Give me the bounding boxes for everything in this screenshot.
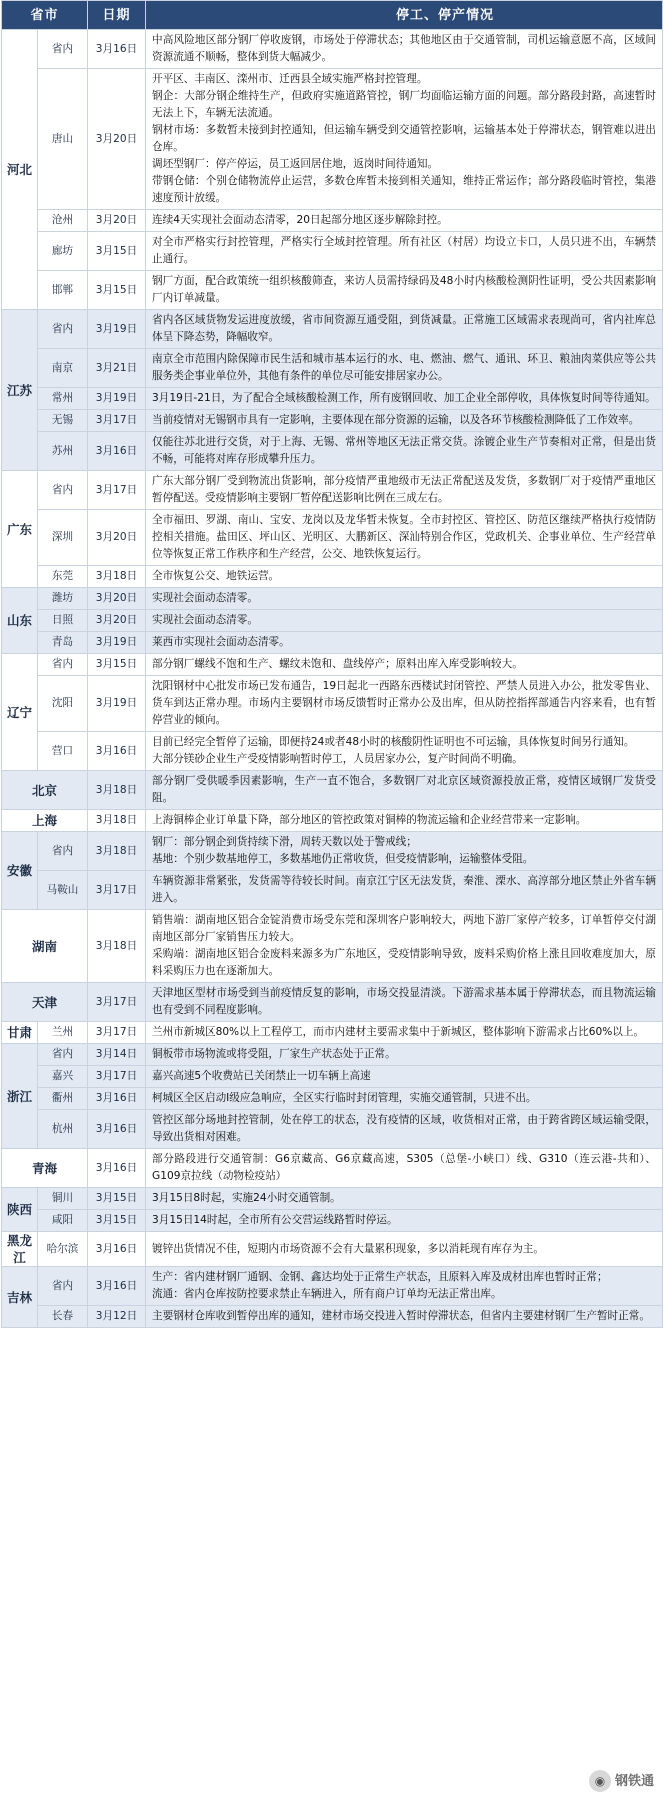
table-row [2, 1306, 663, 1328]
city-cell: 省内 [38, 1267, 88, 1306]
province-cell: 浙江 [2, 1044, 38, 1149]
wechat-logo-icon: ◉ [589, 1770, 611, 1792]
status-line: 南京全市范围内除保障市民生活和城市基本运行的水、电、燃油、燃气、通讯、环卫、粮油肉菜供应等公共服务类企事业单位外，其他有条件的单位尽可能安排居家办公。 [152, 353, 656, 382]
status-line: 仅能往苏北进行交货，对于上海、无锡、常州等地区无法正常交货。涂镀企业生产节奏相对正常，但是出货不畅，可能将对库存形成攀升压力。 [152, 436, 656, 465]
status-cell [146, 1066, 663, 1088]
table-row [2, 1210, 663, 1232]
table-row [2, 1188, 663, 1210]
province-cell: 黑龙江 [2, 1232, 38, 1267]
status-cell [146, 410, 663, 432]
city-cell: 长春 [38, 1306, 88, 1328]
city-cell: 省内 [38, 30, 88, 69]
province-cell: 北京 [2, 771, 88, 810]
status-line: 沈阳钢材中心批发市场已发布通告，19日起北一西路东西楼试封闭管控、严禁人员进入办公，批发零售业、货车到达正常办理。市场内主要钢材市场反馈暂时正常办公及出库，但从防控指挥部通告内容来看，也有暂停营业的倾向。 [152, 680, 656, 726]
date-cell: 3月19日 [88, 632, 146, 654]
city-cell: 省内 [38, 832, 88, 871]
province-cell: 天津 [2, 983, 88, 1022]
watermark [589, 1770, 654, 1793]
status-line: 销售端：湖南地区铝合金锭消费市场受东莞和深圳客户影响较大，两地下游厂家停产较多，订单暂停交付湖南地区部分厂家销售压力较大。 [152, 914, 656, 943]
status-line: 3月15日8时起，实施24小时交通管制。 [152, 1192, 341, 1204]
province-cell: 上海 [2, 810, 88, 832]
status-line: 莱西市实现社会面动态清零。 [152, 636, 290, 648]
date-cell: 3月15日 [88, 271, 146, 310]
table-row [2, 471, 663, 510]
status-line: 部分钢厂受供暖季因素影响，生产一直不饱合，多数钢厂对北京区域资源投放正常，疫情区域钢厂发货受阻。 [152, 775, 656, 804]
city-cell: 省内 [38, 310, 88, 349]
date-cell: 3月18日 [88, 566, 146, 588]
table-row [2, 566, 663, 588]
date-cell: 3月16日 [88, 1149, 146, 1188]
table-row [2, 310, 663, 349]
city-cell: 苏州 [38, 432, 88, 471]
city-cell: 日照 [38, 610, 88, 632]
status-cell [146, 232, 663, 271]
status-line: 3月19日-21日，为了配合全域核酸检测工作，所有废钢回收、加工企业全部停收，具体恢复时间等待通知。 [152, 392, 656, 404]
status-line: 管控区部分场地封控管制，处在停工的状态，没有疫情的区域，收货相对正常，由于跨省跨区域运输受限，导致出货相对困难。 [152, 1114, 656, 1143]
status-line: 中高风险地区部分钢厂停收废钢，市场处于停滞状态；其他地区由于交通管制，司机运输意愿不高，区域间资源流通不顺畅，整体到货大幅减少。 [152, 34, 656, 63]
status-line: 大部分镁砂企业生产受疫情影响暂时停工，人员居家办公，复产时间尚不明确。 [152, 753, 523, 765]
city-cell: 常州 [38, 388, 88, 410]
city-cell: 沧州 [38, 210, 88, 232]
status-cell [146, 771, 663, 810]
date-cell: 3月15日 [88, 1188, 146, 1210]
status-line: 上海铜棒企业订单量下降，部分地区的管控政策对铜棒的物流运输和企业经营带来一定影响。 [152, 814, 587, 826]
date-cell: 3月20日 [88, 210, 146, 232]
status-cell [146, 810, 663, 832]
province-cell: 陕西 [2, 1188, 38, 1232]
date-cell: 3月17日 [88, 410, 146, 432]
status-line: 基地：个别少数基地停工，多数基地仍正常收货，但受疫情影响，运输整体受阻。 [152, 853, 534, 865]
status-cell [146, 510, 663, 566]
table-row [2, 232, 663, 271]
status-line: 省内各区域货物发运进度放缓，省市间资源互通受阻，到货减量。正常施工区域需求表现尚可，省内社库总体呈下降态势，降幅收窄。 [152, 314, 656, 343]
table-row [2, 1232, 663, 1267]
date-cell: 3月17日 [88, 983, 146, 1022]
date-cell: 3月18日 [88, 910, 146, 983]
status-line: 流通：省内仓库按防控要求禁止车辆进入，所有商户订单均无法正常出库。 [152, 1288, 502, 1300]
status-line: 生产：省内建材钢厂通钢、金钢、鑫达均处于正常生产状态，且原料入库及成材出库也暂时正常； [152, 1271, 608, 1283]
city-cell: 铜川 [38, 1188, 88, 1210]
status-cell [146, 210, 663, 232]
status-line: 柯城区全区启动Ⅰ级应急响应，全区实行临时封闭管理，实施交通管制，只进不出。 [152, 1092, 537, 1104]
table-row [2, 1066, 663, 1088]
table-row [2, 432, 663, 471]
status-line: 实现社会面动态清零。 [152, 614, 258, 626]
status-line: 主要钢材仓库收到暂停出库的通知，建材市场交投进入暂时停滞状态，但省内主要建材钢厂生产暂时正常。 [152, 1310, 650, 1322]
table-row [2, 810, 663, 832]
city-cell: 嘉兴 [38, 1066, 88, 1088]
date-cell: 3月19日 [88, 676, 146, 732]
status-line: 镀锌出货情况不佳，短期内市场资源不会有大量累积现象，多以消耗现有库存为主。 [152, 1242, 544, 1255]
status-cell [146, 349, 663, 388]
date-cell: 3月16日 [88, 1088, 146, 1110]
status-cell [146, 871, 663, 910]
city-cell: 省内 [38, 471, 88, 510]
table-row [2, 210, 663, 232]
city-cell: 廊坊 [38, 232, 88, 271]
status-cell [146, 632, 663, 654]
city-cell: 兰州 [38, 1022, 88, 1044]
table-row [2, 510, 663, 566]
status-cell [146, 1210, 663, 1232]
status-cell [146, 1110, 663, 1149]
date-cell: 3月20日 [88, 610, 146, 632]
status-cell [146, 654, 663, 676]
province-cell: 辽宁 [2, 654, 38, 771]
city-cell: 潍坊 [38, 588, 88, 610]
table-row [2, 388, 663, 410]
status-line: 钢厂方面，配合政策统一组织核酸筛查，来访人员需持绿码及48小时内核酸检测阴性证明，受公共因素影响厂内订单减量。 [152, 275, 656, 304]
status-line: 开平区、丰南区、滦州市、迁西县全域实施严格封控管理。 [152, 73, 428, 85]
status-cell [146, 388, 663, 410]
status-cell [146, 1188, 663, 1210]
date-cell: 3月17日 [88, 1022, 146, 1044]
table-row [2, 676, 663, 732]
status-cell [146, 1306, 663, 1328]
status-line: 铜板带市场物流或将受阻，厂家生产状态处于正常。 [152, 1048, 396, 1060]
status-line: 钢厂：部分钢企到货持续下滑，周转天数以处于警戒线； [152, 836, 417, 848]
table-row [2, 771, 663, 810]
date-cell: 3月14日 [88, 1044, 146, 1066]
status-cell [146, 471, 663, 510]
status-cell [146, 983, 663, 1022]
table-row [2, 1110, 663, 1149]
city-cell: 营口 [38, 732, 88, 771]
date-cell: 3月17日 [88, 1066, 146, 1088]
date-cell: 3月16日 [88, 1110, 146, 1149]
status-cell [146, 610, 663, 632]
status-line: 钢企：大部分钢企维持生产，但政府实施道路管控，钢厂均面临运输方面的问题。部分路段封路，高速暂时无法上下，车辆无法流通。 [152, 90, 656, 119]
date-cell: 3月20日 [88, 510, 146, 566]
status-cell [146, 1088, 663, 1110]
city-cell: 青岛 [38, 632, 88, 654]
province-cell: 甘肃 [2, 1022, 38, 1044]
status-cell [146, 310, 663, 349]
status-line: 采购端：湖南地区铝合金废料来源多为广东地区，受疫情影响导致，废料采购价格上涨且回收难度加大，原料采购压力也在逐渐加大。 [152, 948, 656, 977]
city-cell: 无锡 [38, 410, 88, 432]
table-row [2, 910, 663, 983]
date-cell: 3月16日 [88, 30, 146, 69]
status-line: 部分钢厂螺线不饱和生产、螺纹未饱和、盘线停产；原料出库入库受影响较大。 [152, 658, 523, 670]
header-province: 省市 [2, 1, 88, 30]
status-cell [146, 1149, 663, 1188]
status-cell [146, 30, 663, 69]
date-cell: 3月21日 [88, 349, 146, 388]
table-row [2, 410, 663, 432]
status-cell [146, 1267, 663, 1306]
status-cell [146, 1044, 663, 1066]
status-cell [146, 1022, 663, 1044]
status-line: 调坯型钢厂：停产停运，员工返回居住地，返岗时间待通知。 [152, 158, 439, 170]
status-line: 广东大部分钢厂受到物流出货影响，部分疫情严重地级市无法正常配送及发货，多数钢厂对于疫情严重地区暂停配送。受疫情影响主要钢厂暂停配送影响比例在三成左右。 [152, 475, 656, 504]
watermark-text: 钢铁通 [614, 1773, 654, 1789]
province-cell: 吉林 [2, 1267, 38, 1328]
table-row [2, 610, 663, 632]
status-line: 目前已经完全暂停了运输，即便持24或者48小时的核酸阴性证明也不可运输，具体恢复时间另行通知。 [152, 736, 635, 748]
date-cell: 3月18日 [88, 810, 146, 832]
date-cell: 3月17日 [88, 871, 146, 910]
status-line: 兰州市新城区80%以上工程停工，而市内建材主要需求集中于新城区，整体影响下游需求占比60%以上。 [152, 1026, 645, 1038]
table-row [2, 632, 663, 654]
status-cell [146, 910, 663, 983]
header-status: 停工、停产情况 [146, 1, 663, 30]
status-line: 连续4天实现社会面动态清零，20日起部分地区逐步解除封控。 [152, 214, 448, 226]
date-cell: 3月16日 [88, 732, 146, 771]
header-date: 日期 [88, 1, 146, 30]
status-line: 实现社会面动态清零。 [152, 592, 258, 604]
date-cell: 3月18日 [88, 832, 146, 871]
table-row [2, 69, 663, 210]
province-cell: 江苏 [2, 310, 38, 471]
date-cell: 3月15日 [88, 654, 146, 676]
status-line: 天津地区型材市场受到当前疫情反复的影响，市场交投显清淡。下游需求基本属于停滞状态，而且物流运输也有受到不同程度影响。 [152, 987, 656, 1016]
status-cell [146, 69, 663, 210]
table-row [2, 1044, 663, 1066]
table-row [2, 588, 663, 610]
province-cell: 山东 [2, 588, 38, 654]
table-row [2, 1022, 663, 1044]
status-line: 当前疫情对无锡钢市具有一定影响，主要体现在部分资源的运输，以及各环节核酸检测降低了工作效率。 [152, 414, 640, 426]
date-cell: 3月16日 [88, 1267, 146, 1306]
city-cell: 衢州 [38, 1088, 88, 1110]
city-cell: 南京 [38, 349, 88, 388]
date-cell: 3月19日 [88, 310, 146, 349]
date-cell: 3月16日 [88, 1232, 146, 1267]
city-cell: 沈阳 [38, 676, 88, 732]
status-line: 带钢仓储：个别仓储物流停止运营，多数仓库暂未接到相关通知，维持正常运作；部分路段临时管控，集港速度预计放缓。 [152, 175, 656, 204]
date-cell: 3月16日 [88, 432, 146, 471]
table-row [2, 1088, 663, 1110]
city-cell: 咸阳 [38, 1210, 88, 1232]
table-body [2, 30, 663, 1328]
province-cell: 安徽 [2, 832, 38, 910]
table-row [2, 983, 663, 1022]
status-cell [146, 566, 663, 588]
date-cell: 3月20日 [88, 588, 146, 610]
city-cell: 省内 [38, 654, 88, 676]
table-row [2, 1149, 663, 1188]
city-cell: 省内 [38, 1044, 88, 1066]
date-cell: 3月20日 [88, 69, 146, 210]
table-row [2, 349, 663, 388]
date-cell: 3月19日 [88, 388, 146, 410]
province-cell: 河北 [2, 30, 38, 310]
table-row [2, 832, 663, 871]
status-line: 3月15日14时起，全市所有公交营运线路暂时停运。 [152, 1214, 398, 1226]
city-cell: 唐山 [38, 69, 88, 210]
date-cell: 3月17日 [88, 471, 146, 510]
header-row [2, 1, 663, 30]
table-row [2, 654, 663, 676]
status-line: 车辆资源非常紧张，发货需等待较长时间。南京江宁区无法发货，秦淮、溧水、高淳部分地区禁止外省车辆进入。 [152, 875, 656, 904]
city-cell: 马鞍山 [38, 871, 88, 910]
city-cell: 哈尔滨 [38, 1232, 88, 1267]
province-cell: 广东 [2, 471, 38, 588]
status-cell [146, 832, 663, 871]
status-cell [146, 732, 663, 771]
date-cell: 3月15日 [88, 1210, 146, 1232]
province-cell: 湖南 [2, 910, 88, 983]
table-row [2, 1267, 663, 1306]
table-row [2, 271, 663, 310]
date-cell: 3月18日 [88, 771, 146, 810]
city-cell: 东莞 [38, 566, 88, 588]
status-cell [146, 432, 663, 471]
table-row [2, 732, 663, 771]
status-line: 全市恢复公交、地铁运营。 [152, 570, 280, 582]
city-cell: 邯郸 [38, 271, 88, 310]
city-cell: 杭州 [38, 1110, 88, 1149]
status-line: 钢材市场：多数暂未接到封控通知，但运输车辆受到交通管控影响，运输基本处于停滞状态，钢管难以进出仓库。 [152, 124, 656, 153]
status-cell [146, 676, 663, 732]
date-cell: 3月15日 [88, 232, 146, 271]
status-cell [146, 271, 663, 310]
status-line: 全市福田、罗湖、南山、宝安、龙岗以及龙华暂未恢复。全市封控区、管控区、防范区继续严格执行疫情防控相关措施。盐田区、坪山区、光明区、大鹏新区、深汕特别合作区，党政机关、企事业单位、生产经营单位等恢复正常工作秩序和生产经营，公交、地铁恢复运行。 [152, 514, 656, 560]
table-row [2, 30, 663, 69]
status-cell [146, 1232, 663, 1267]
status-cell [146, 588, 663, 610]
epidemic-status-table [1, 0, 663, 1328]
table-row [2, 871, 663, 910]
city-cell: 深圳 [38, 510, 88, 566]
status-line: 对全市严格实行封控管理，严格实行全域封控管理。所有社区（村居）均设立卡口，人员只进不出，车辆禁止通行。 [152, 236, 656, 265]
status-line: 嘉兴高速5个收费站已关闭禁止一切车辆上高速 [152, 1070, 371, 1082]
status-line: 部分路段进行交通管制：G6京藏高、G6京藏高速，S305（总堡-小峡口）线、G310（连云港-共和）、G109京拉线（动物检疫站） [152, 1153, 656, 1182]
date-cell: 3月12日 [88, 1306, 146, 1328]
province-cell: 青海 [2, 1149, 88, 1188]
